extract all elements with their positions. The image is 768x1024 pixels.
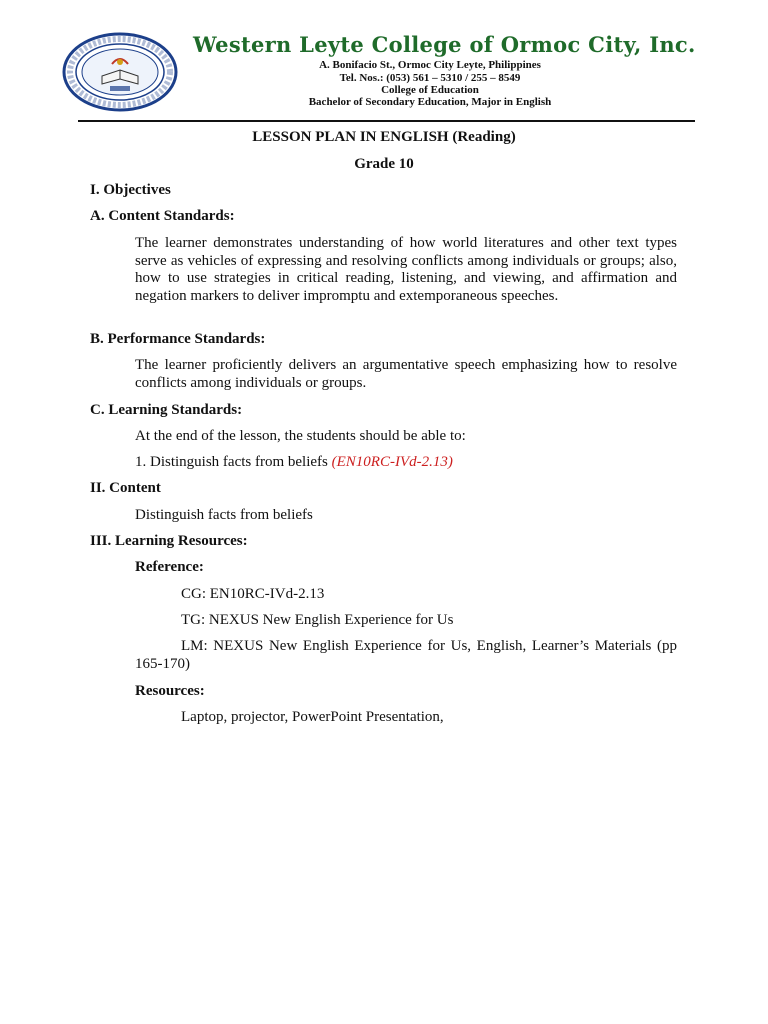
learning-objective-item <box>135 454 453 472</box>
college-name: Western Leyte College of Ormoc City, Inc. <box>193 32 696 57</box>
learning-resources-heading: III. Learning Resources: <box>90 533 248 549</box>
competency-code: (EN10RC-IVd-2.13) <box>331 454 453 470</box>
performance-standards-text: The learner proficiently delivers an argumentative speech emphasizing how to resolve conflicts among individuals or groups. <box>135 357 677 391</box>
learning-standards-heading: C. Learning Standards: <box>90 402 243 418</box>
header-divider <box>78 120 695 122</box>
learning-standards-intro: At the end of the lesson, the students should be able to: <box>135 428 466 444</box>
content-standards-text: The learner demonstrates understanding of how world literatures and other text types serve as vehicles of expressing and resolving conflicts among individuals or groups; also, how to use strategies in critical reading, listening, and viewing, and affirmation and negation markers to deliver impromptu and extemporaneous speeches. <box>135 235 677 304</box>
degree-program: Bachelor of Secondary Education, Major in English <box>308 96 552 108</box>
reference-label: Reference: <box>135 559 204 575</box>
resources-text: Laptop, projector, PowerPoint Presentation, <box>181 709 444 725</box>
objectives-heading: I. Objectives <box>90 182 171 198</box>
grade-level: Grade 10 <box>354 156 414 172</box>
letterhead <box>0 0 768 120</box>
document-title: LESSON PLAN IN ENGLISH (Reading) <box>252 129 516 145</box>
content-text: Distinguish facts from beliefs <box>135 507 313 523</box>
college-telephone: Tel. Nos.: (053) 561 – 5310 / 255 – 8549 <box>339 72 521 84</box>
content-heading: II. Content <box>90 480 161 496</box>
content-standards-heading: A. Content Standards: <box>90 208 235 224</box>
performance-standards-heading: B. Performance Standards: <box>90 331 266 347</box>
reference-lm: LM: NEXUS New English Experience for Us, English, Learner’s Materials (pp 165-170) <box>135 638 677 672</box>
resources-label: Resources: <box>135 683 205 699</box>
reference-cg: CG: EN10RC-IVd-2.13 <box>181 586 325 602</box>
college-seal-logo <box>62 32 178 112</box>
reference-tg: TG: NEXUS New English Experience for Us <box>181 612 454 628</box>
college-address: A. Bonifacio St., Ormoc City Leyte, Philippines <box>319 59 541 71</box>
college-department: College of Education <box>381 84 479 96</box>
learning-objective-text: 1. Distinguish facts from beliefs <box>135 454 332 470</box>
